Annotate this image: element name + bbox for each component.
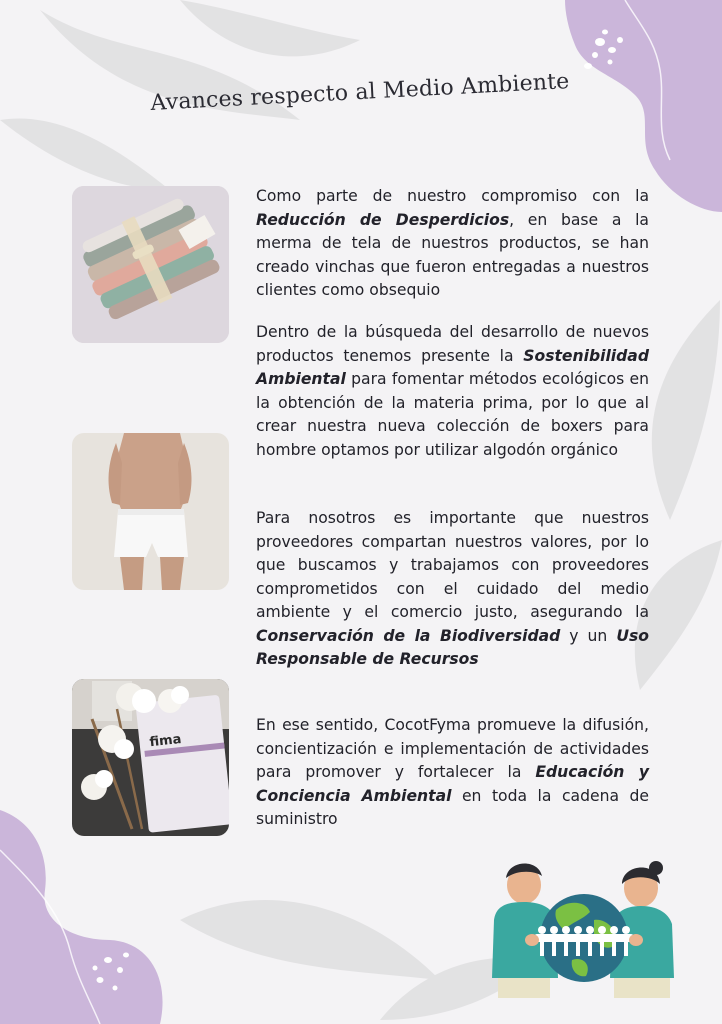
paragraph-text: En ese sentido, CocotFyma promueve la difusión, concientización e implementación de actividades para promover y fortalecer la	[256, 716, 649, 781]
lilac-blob-shape	[0, 810, 163, 1024]
paragraph-text: y un	[560, 626, 617, 645]
page-title: Avances respecto al Medio Ambiente	[149, 69, 571, 116]
paragraph-waste-reduction	[256, 185, 649, 303]
paragraph-text: , en base a la merma de tela de nuestros productos, se han creado vinchas que fueron entregadas a nuestros clientes como obsequio	[256, 210, 649, 299]
boxer-model-photo	[72, 433, 229, 590]
cotton-fima-photo	[72, 679, 229, 836]
lilac-blob-shape	[565, 0, 722, 212]
highlight-text: Sostenibilidad Ambiental	[256, 346, 649, 388]
people-globe-illustration	[486, 860, 686, 1000]
highlight-text: Conservación de la Biodiversidad	[256, 626, 561, 645]
paragraph-text: en toda la cadena de suministro	[256, 786, 650, 828]
paragraph-text: Para nosotros es importante que nuestros proveedores compartan nuestros valores, por lo que buscamos y trabajamos con proveedores comprometidos con el cuidado del medio ambiente y el comercio justo, asegurando la	[256, 509, 649, 621]
paragraph-education	[256, 714, 649, 832]
paragraph-sustainability	[256, 321, 649, 462]
headbands-photo	[72, 186, 229, 343]
highlight-text: Reducción de Desperdicios	[256, 210, 510, 229]
paragraph-text: Como parte de nuestro compromiso con la	[256, 187, 649, 205]
highlight-text: Educación y Conciencia Ambiental	[256, 763, 649, 805]
paragraph-text: para fomentar métodos ecológicos en la obtención de la materia prima, por lo que al crear nuestra nueva colección de boxers para hombre optamos por utilizar algodón orgánico	[256, 370, 649, 459]
highlight-text: Uso Responsable de Recursos	[256, 626, 649, 668]
paragraph-text: Dentro de la búsqueda del desarrollo de nuevos productos tenemos presente la	[256, 323, 649, 365]
fima-label: fima	[148, 731, 183, 751]
paragraph-biodiversity	[256, 507, 649, 672]
lilac-blob-bottom-left	[0, 810, 170, 1024]
lilac-blob-top-right	[530, 0, 722, 215]
